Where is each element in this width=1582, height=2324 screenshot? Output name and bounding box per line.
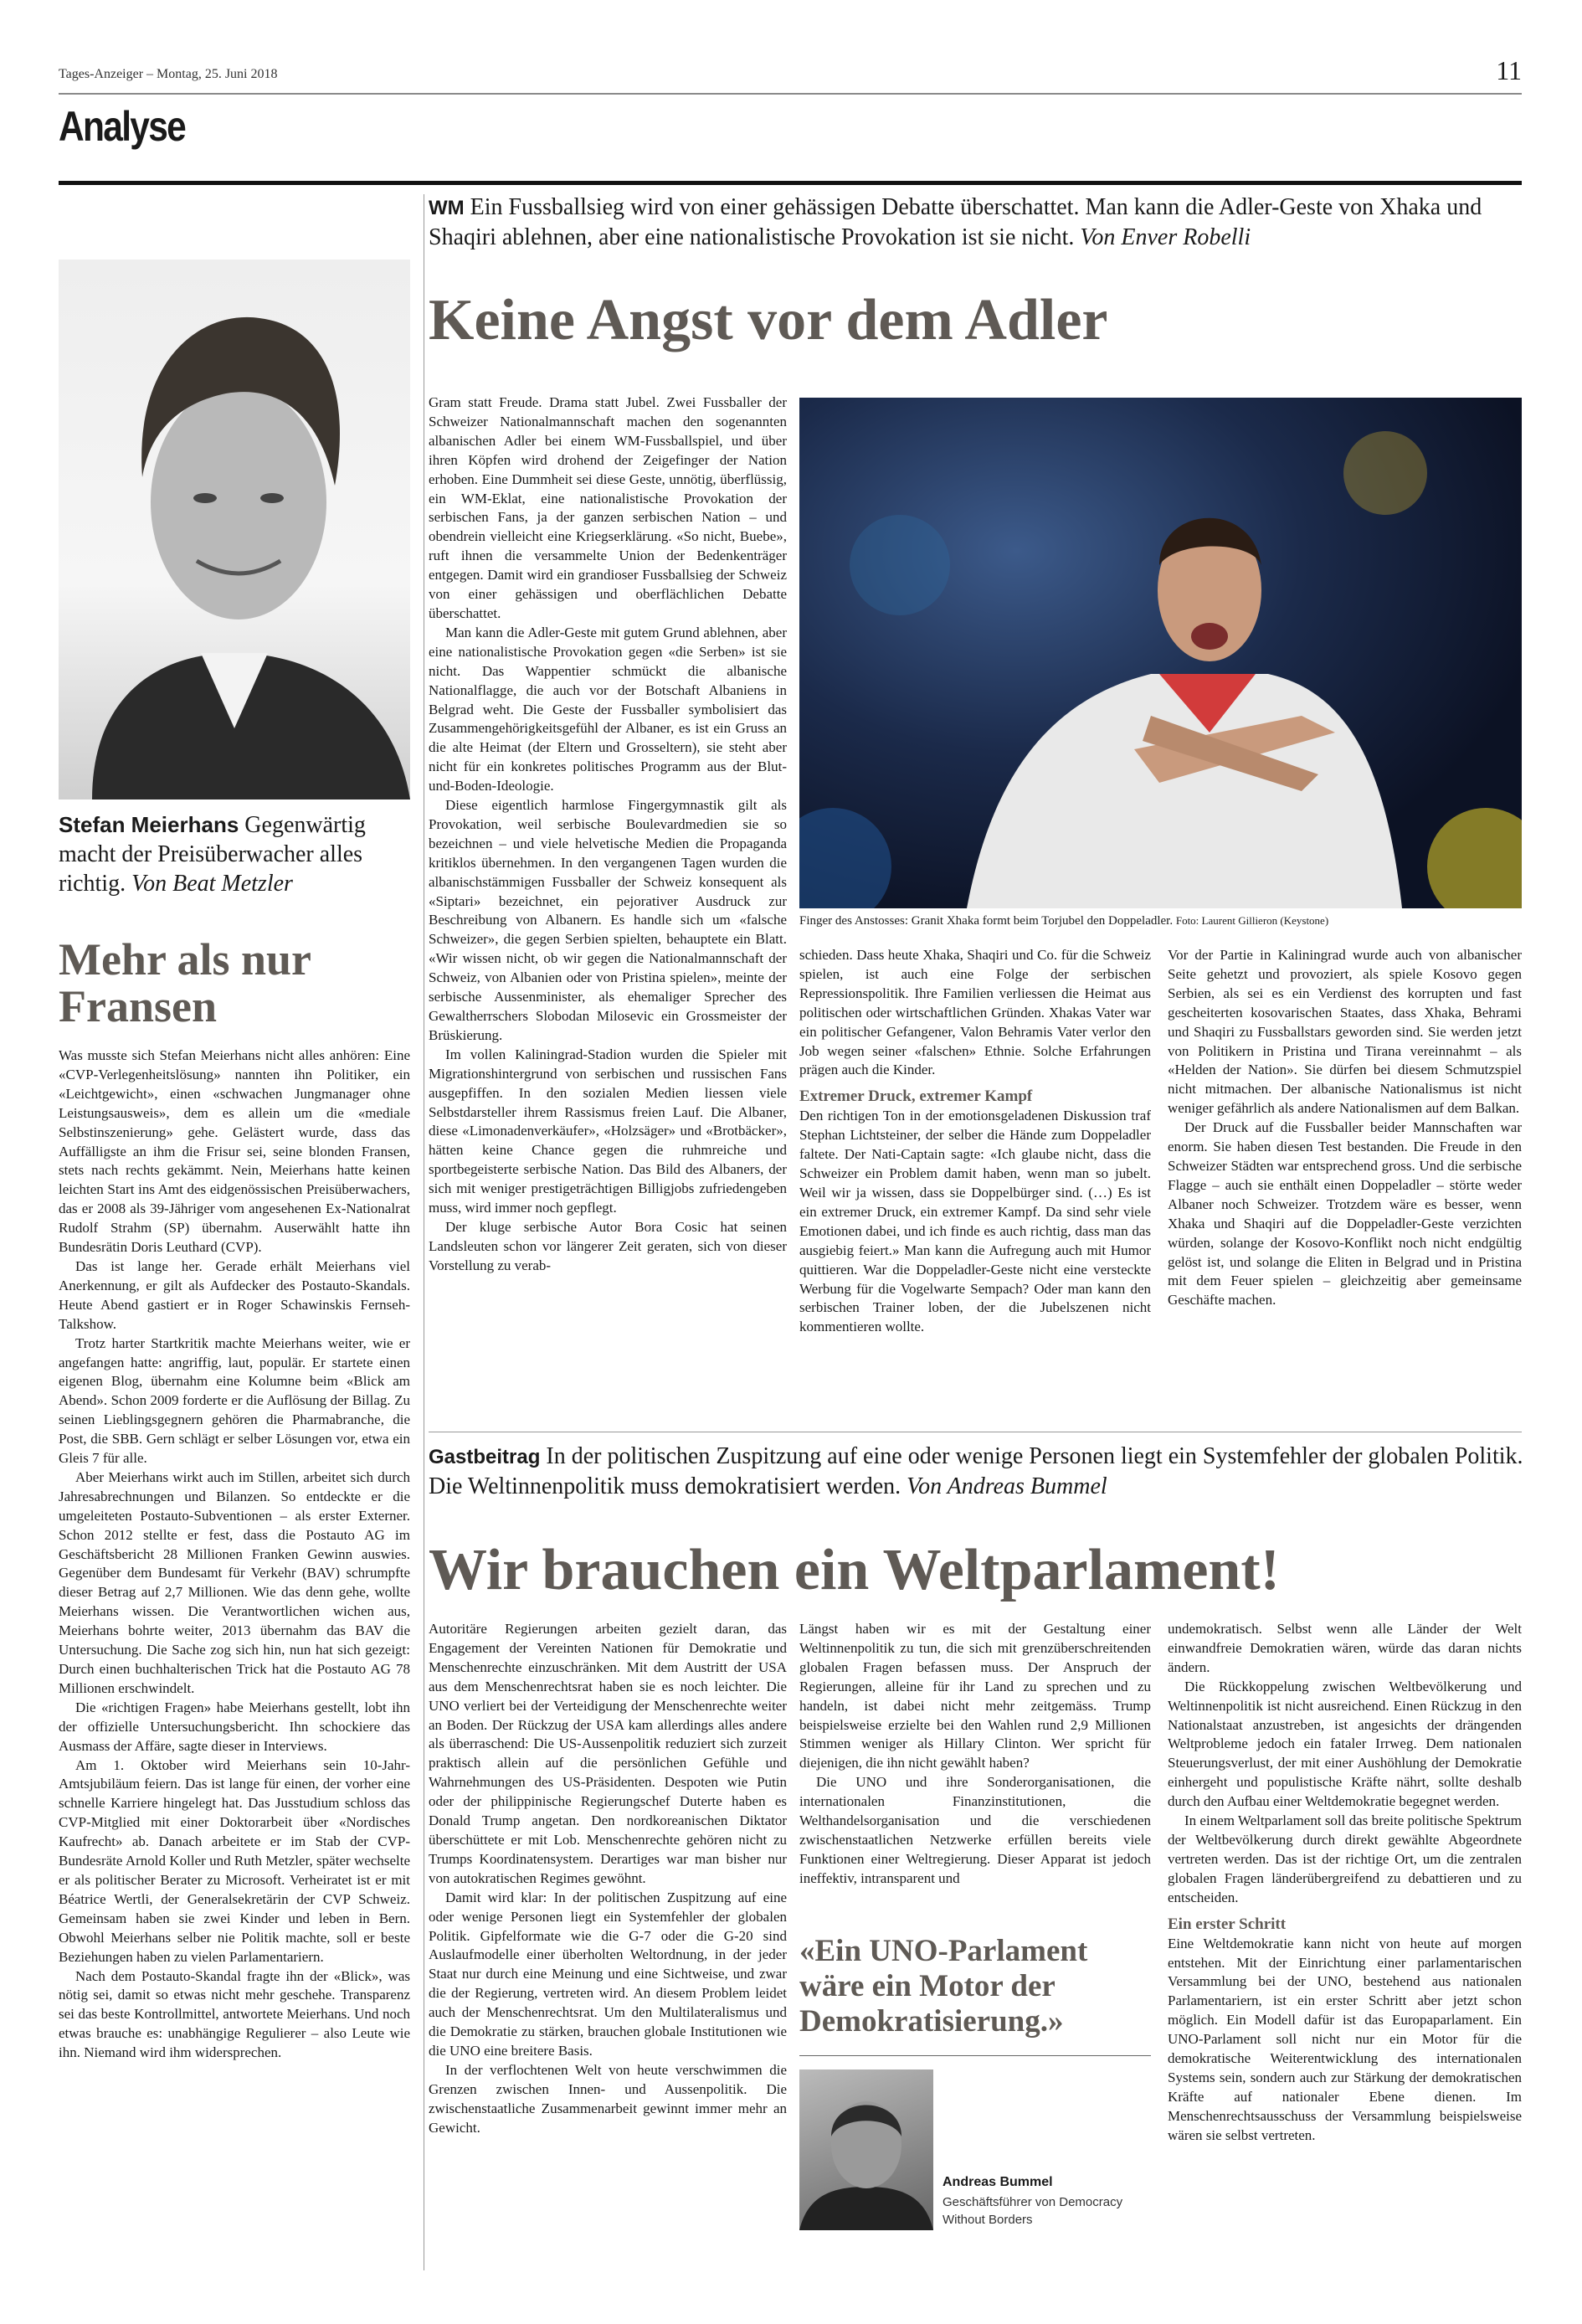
main-kicker xyxy=(429,193,1525,252)
football-photo xyxy=(799,398,1522,908)
author-photo xyxy=(799,2069,933,2230)
portrait-caption xyxy=(59,810,410,898)
paragraph: Im vollen Kaliningrad-Stadion wurden die Spieler mit Migrationshintergrund von serbischen und russischen Fans ausgepfiffen. In den sozialen Medien liessen viele Selbstdarsteller ihrem Rassismus freien Lauf. Die Albaner, diese «Limonadenverkäufer», «Holzsäger» und «Brotbäcker», hätten keine Chance gegen die ruhmreiche und sportbegeisterte serbische Nation. Das Bild des Albaners, der sich mit weniger prestigeträchtigen Billigjobs zufriedengeben muss, wird immer noch gepflegt. xyxy=(429,1046,787,1216)
paragraph: Die «richtigen Fragen» habe Meierhans gestellt, lobt ihn der offizielle Untersuchungsbericht. Ihn schockiere das Ausmass der Affäre, sagte dieser in Interviews. xyxy=(59,1699,410,1754)
main-headline: Keine Angst vor dem Adler xyxy=(429,288,1108,352)
page-number: 11 xyxy=(1496,55,1522,85)
photo-caption xyxy=(799,914,1328,928)
paragraph: Längst haben wir es mit der Gestaltung einer Weltinnenpolitik zu tun, die sich mit grenzüberschreitenden globalen Fragen befassen muss. Der Anspruch der Regierungen, alleine für ihr Land zu sprechen und zu handeln, ist dabei nicht mehr zeitgemäss. Trump beispielsweise erzielte bei den Wahlen rund 2,9 Millionen Stimmen weniger als Hillary Clinton. Wer spricht für diejenigen, die ihn nicht gewählt haben? xyxy=(799,1621,1151,1771)
guest-headline: Wir brauchen ein Weltparlament! xyxy=(429,1538,1280,1602)
paragraph: Gram statt Freude. Drama statt Jubel. Zwei Fussballer der Schweizer Nationalmannschaft machen den sogenannten albanischen Adler bei einem WM-Fussballspiel, und über ihren Köpfen wird drohend der Zeigefinger der Nation erhoben. Eine Dummheit sei diese Geste, unnötig, überflüssig, ein WM-Eklat, eine nationalistische Provokation der serbischen Fans, ja der ganzen serbischen Nation – und obendrein vielleicht eine Kriegserklärung. «So nicht, Buebe», ruft ihnen die versammelte Union der Bedenkenträger entgegen. Damit wird ein grandioser Fussballsieg der Schweiz von einer gehässigen und oberflächlichen Debatte überschattet. xyxy=(429,394,787,621)
byline: Von Enver Robelli xyxy=(1080,224,1251,250)
paragraph: Der Druck auf die Fussballer beider Mannschaften war enorm. Sie haben diesen Test bestanden. Die Freude in den Schweizer Städten war entsprechend gross. Und die serbische Flagge – auch sie enthält einen Doppeladler – störte weder Albaner noch Schweizer. Trotzdem wäre es besser, wenn Xhaka und Shaqiri auf die Doppeladler-Geste verzichten würden, solange der Kosovo-Konflikt noch nicht endgültig gelöst ist, und solange die Eliten in Belgrad und in Pristina mit dem Feuer spielen – gleichzeitig aber gemeinsame Geschäfte machen. xyxy=(1168,1119,1522,1309)
paragraph: Nach dem Postauto-Skandal fragte ihn der «Blick», was nötig sei, damit so etwas nicht mehr geschehe. Transparenz sei das beste Kontrollmittel, antwortete Meierhans. Und noch etwas brauche es: unabhängige Regulierer – also Leute wie ihn. Niemand wird ihm widersprechen. xyxy=(59,1967,410,2061)
paragraph: In einem Weltparlament soll das breite politische Spektrum der Weltbevölkerung durch direkt gewählte Abgeordnete vertreten werden. Das ist der richtige Ort, um die zentralen globalen Fragen länderübergreifend zu debattieren und zu entscheiden. xyxy=(1168,1812,1522,1905)
paragraph: Den richtigen Ton in der emotionsgeladenen Diskussion traf Stephan Lichtsteiner, der selber die Hände zum Doppeladler faltete. Der Nati-Captain sagte: «Ich glaube nicht, dass die Schweizer ein Problem damit haben, wenn man so jubelt. Weil wir ja wissen, dass sie Doppelbürger sind. (…) Es ist ein extremer Druck, ein extremer Kampf. Da sind sehr viele Emotionen dabei, und ich finde es auch richtig, dass man das ausgiebig feiert.» Man kann die Aufregung auch mit Humor quittieren. War die Doppeladler-Geste nicht eine versteckte Werbung für die Vogelwarte Sempach? Oder man kann den serbischen Trainer loben, der die Jubelszenen nicht kommentieren wollte. xyxy=(799,1108,1151,1335)
paragraph: Vor der Partie in Kaliningrad wurde auch von albanischer Seite gehetzt und provoziert, als spiele Kosovo gegen Serbien, als sei es ein Verdienst des korrupten und fast gescheiterten kosovarischen Staates, dass Xhaka, Behrami und Shaqiri zu Fussballstars geworden sind. Sie werden jetzt von Politikern in Pristina und Tirana vereinnahmt – als «Helden der Nation». Sie dürfen bei diesem Schmutzspiel nicht mitmachen. Der albanische Nationalismus ist nicht weniger gefährlich als andere Nationalismen auf dem Balkan. xyxy=(1168,947,1522,1117)
paragraph: Der kluge serbische Autor Bora Cosic hat seinen Landsleuten schon vor längerer Zeit geraten, sich von dieser Vorstellung zu verab- xyxy=(429,1218,787,1273)
guest-col-2 xyxy=(799,1620,1151,1921)
kicker-text: Ein Fussballsieg wird von einer gehässigen Debatte überschattet. Man kann die Adler-Geste von Xhaka und Shaqiri ablehnen, aber eine nationalistische Provokation ist sie nicht. xyxy=(429,194,1482,250)
subhead: Ein erster Schritt xyxy=(1168,1915,1287,1933)
dateline: Tages-Anzeiger – Montag, 25. Juni 2018 xyxy=(59,67,278,81)
paragraph: Das ist lange her. Gerade erhält Meierhans viel Anerkennung, er gilt als Aufdecker des Postauto-Skandals. Heute Abend gastiert er in Roger Schawinskis Fernseh-Talkshow. xyxy=(59,1257,410,1332)
paragraph: Am 1. Oktober wird Meierhans sein 10-Jahr-Amtsjubiläum feiern. Das ist lange für einen, der vorher eine schnelle Karriere hingelegt hat. Das Jusstudium schloss das CVP-Mitglied mit einer Doktorarbeit über «Nordisches Kaufrecht» ab. Danach arbeitete er im Stab der CVP-Bundesräte Arnold Koller und Ruth Metzler, später wechselte er als politischer Berater zu Microsoft. Verheiratet ist er mit Béatrice Wertli, der Generalsekretärin der CVP Schweiz. Gemeinsam haben sie zwei Kinder und leben in Bern. Obwohl Meierhans selber nie Politik machte, soll er beste Beziehungen haben zu vielen Parlamentariern. xyxy=(59,1756,410,1965)
paragraph: Was musste sich Stefan Meierhans nicht alles anhören: Eine «CVP-Verlegenheitslösung» nannten ihn Politiker, ein «Leichtgewicht», einen «schwachen Jungmanager ohne Leistungsausweis», dem es allein um die «mediale Selbstinszenierung» gehe. Gelästert wurde, dass das Auffälligste an ihm die Frisur sei, seine blonden Fransen, stets nach rechts gekämmt. Nein, Meierhans hatte keinen leichten Start ins Amt des eidgenössischen Preisüberwachers, das er 2008 als 39-Jähriger vom angesehenen Ex-Nationalrat Rudolf Strahm (SP) übernahm. Auserwählt hatte ihn Bundesrätin Doris Leuthard (CVP). xyxy=(59,1047,410,1256)
portrait-photo xyxy=(59,260,410,800)
main-col-1 xyxy=(429,393,787,1415)
section-title: Analyse xyxy=(59,103,186,150)
header-rule xyxy=(59,93,1522,95)
kicker-label: Gastbeitrag xyxy=(429,1446,541,1468)
paragraph: Damit wird klar: In der politischen Zuspitzung auf eine oder wenige Personen liegt ein Systemfehler der globalen Politik. Gipfelformate wie die G-7 oder die G-20 sind Auslaufmodelle einer überholten Weltordnung, in der jeder Staat nur durch eine Meinung und eine Sichtweise, und zwar die der Regierung, vertreten wird. An diesem Problem leidet auch der Menschenrechtsrat. Um den Multilateralismus und die Demokratie zu stärken, brauchen globale Institutionen wie die UNO eine breitere Basis. xyxy=(429,1889,787,2059)
byline: Von Andreas Bummel xyxy=(907,1473,1107,1499)
subhead: Extremer Druck, extremer Kampf xyxy=(799,1087,1033,1106)
kicker-text: In der politischen Zuspitzung auf eine oder wenige Personen liegt ein Systemfehler der globalen Politik. Die Weltinnenpolitik muss demokratisiert werden. xyxy=(429,1443,1523,1499)
paragraph: schieden. Dass heute Xhaka, Shaqiri und Co. für die Schweiz spielen, ist auch eine Folge der serbischen Repressionspolitik. Ihre Familien verliessen die Heimat aus politischen oder wirtschaftlichen Gründen. Xhakas Vater war ein politischer Gefangener, Valon Behramis Vater verlor den Job wegen seiner «falschen» Ethnie. Solche Erfahrungen prägen auch die Kinder. xyxy=(799,947,1151,1078)
paragraph: Trotz harter Startkritik machte Meierhans weiter, wie er angefangen hatte: angriffig, laut, populär. Er startete einen eigenen Blog, übernahm eine Kolumne beim «Blick am Abend». Schon 2009 forderte er die Auflösung der Billag. Zu seinen Lieblingsgegnern gehören die Pharmabranche, die Post, die SBB. Gern schlägt er selber Lösungen vor, etwa ein Gleis 7 für alle. xyxy=(59,1334,410,1467)
guest-kicker xyxy=(429,1442,1525,1501)
paragraph: Die UNO und ihre Sonderorganisationen, die internationalen Finanzinstitutionen, die Welthandelsorganisation und die verschiedenen zwischenstaatlichen Netzwerke erfüllen bereits viele Funktionen einer Weltregierung. Dieser Apparat ist jedoch ineffektiv, intransparent und xyxy=(799,1774,1151,1886)
paragraph: Die Rückkoppelung zwischen Weltbevölkerung und Weltinnenpolitik ist nicht ausreichend. Einen Rückzug in den Nationalstaat anzustreben, ist angesichts der drängenden Weltprobleme jedoch ein fataler Irrweg. Dem nationalen Steuerungsverlust, der mit einer Aushöhlung der Demokratie einhergeht und populistische Kräfte nährt, sollte deshalb durch den Aufbau einer Weltdemokratie begegnet werden. xyxy=(1168,1678,1522,1810)
author-name: Andreas Bummel xyxy=(943,2175,1053,2189)
guest-col-3 xyxy=(1168,1620,1522,2273)
portrait-name: Stefan Meierhans xyxy=(59,812,239,837)
author-role: Geschäftsführer von Democracy Without Borders xyxy=(943,2195,1123,2227)
quote-rule xyxy=(799,2055,1151,2056)
pull-quote: «Ein UNO-Parlament wäre ein Motor der Demokratisierung.» xyxy=(799,1934,1088,2039)
section-rule xyxy=(59,181,1522,185)
guest-col-1 xyxy=(429,1620,787,2273)
portrait-byline: Von Beat Metzler xyxy=(131,871,293,897)
main-col-3 xyxy=(1168,946,1522,1415)
main-col-2 xyxy=(799,946,1151,1415)
portrait-body xyxy=(59,1046,410,2269)
kicker-label: WM xyxy=(429,197,465,219)
paragraph: Eine Weltdemokratie kann nicht von heute auf morgen entstehen. Mit der Einrichtung einer parlamentarischen Versammlung bei der UNO, bestehend aus nationalen Parlamentariern, ist ein erster Schritt aber jetzt schon möglich. Ein Modell dafür ist das Europaparlament. Ein UNO-Parlament soll nicht nur ein Motor für die demokratische Weiterentwicklung des internationalen Systems sein, sondern auch zur Stärkung der demokratischen Kräfte auf nationaler Ebene dienen. Im Menschenrechtsausschuss der Versammlung beispielsweise wären sie selbst vertreten. xyxy=(1168,1935,1522,2143)
paragraph: Diese eigentlich harmlose Fingergymnastik gilt als Provokation, weil serbische Boulevardmedien sie so bezeichnen – und viele helvetische Medien die Propaganda kritiklos übernehmen. In den vergangenen Tagen wurden die albanischstämmigen Fussballer der Schweiz konsequent als «Siptari» bezeichnet, ein pejorativer Ausdruck zur Beschreibung von Albanern. Es handle sich um «falsche Schweizer», die gegen Serbien spielten, behauptete ein Blatt. «Wir wissen nicht, ob wir gegen die Nationalmannschaft der Schweiz, von Albanien oder von Pristina spielen», meinte der serbische Aussenminister, als ehemaliger Sprecher des Gewaltherrschers Slobodan Milosevic ein Grossmeister der Brüskierung. xyxy=(429,797,787,1043)
paragraph: In der verflochtenen Welt von heute verschwimmen die Grenzen zwischen Innen- und Aussenpolitik. Die zwischenstaatliche Zusammenarbeit gewinnt immer mehr an Gewicht. xyxy=(429,2061,787,2136)
caption-text: Finger des Anstosses: Granit Xhaka formt beim Torjubel den Doppeladler. xyxy=(799,914,1174,928)
paragraph: Aber Meierhans wirkt auch im Stillen, arbeitet sich durch Jahresabrechnungen und Bilanzen. So entdeckte er die umgeleiteten Postauto-Subventionen – als erster Externer. Schon 2012 stellte er fest, dass die Postauto AG im Geschäftsbericht 28 Millionen Franken Gewinn auswies. Gegenüber dem Bundesamt für Verkehr (BAV) schrumpfte dieser Betrag auf 2,7 Millionen. Wie das denn gehe, wollte Meierhans wissen. Die Verantwortlichen wichen aus, Meierhans bohrte weiter, 2013 übernahm das BAV die Untersuchung. Die Sache zog sich hin, nun hat sich gezeigt: Durch einen buchhalterischen Trick hat die Postauto AG 78 Millionen erschwindelt. xyxy=(59,1468,410,1696)
portrait-headline: Mehr als nur Fransen xyxy=(59,934,311,1031)
paragraph: Man kann die Adler-Geste mit gutem Grund ablehnen, aber eine nationalistische Provokation gegen «die Serben» ist sie nicht. Das Wappentier schmückt die albanische Nationalflagge, die auch vor der Botschaft Albaniens in Belgrad weht. Die Geste der Fussballer symbolisiert das Zusammengehörigkeitsgefühl der Albaner, es ist ein Gruss an die alte Heimat (der Eltern und Grosseltern), sie steht aber nicht für ein konkretes politisches Programm aus der Blut-und-Boden-Ideologie. xyxy=(429,624,787,794)
portrait-teaser: Gegenwärtig macht der Preisüberwacher alles richtig. xyxy=(59,812,366,897)
photo-credit: Foto: Laurent Gillieron (Keystone) xyxy=(1175,914,1329,927)
paragraph: undemokratisch. Selbst wenn alle Länder der Welt einwandfreie Demokratien wären, würde das daran nichts ändern. xyxy=(1168,1621,1522,1675)
paragraph: Autoritäre Regierungen arbeiten gezielt daran, das Engagement der Vereinten Nationen für Demokratie und Menschenrechte einzuschränken. Mit dem Austritt der USA aus dem Menschenrechtsrat haben sie es noch leichter. Die UNO verliert bei der Verteidigung der Menschenrechte weiter an Boden. Der Rückzug der USA kam allerdings alles andere als überraschend: Die US-Aussenpolitik reduziert sich zurzeit praktisch allein auf die persönlichen Gefühle und Wahrnehmungen des US-Präsidenten. Despoten wie Putin oder der philippinische Regierungschef Duterte haben es Donald Trump angetan. Den nordkoreanischen Diktator überschüttete er mit Lob. Menschenrechte gehören nicht zu Trumps Koordinatensystem. Derartiges war man bisher nur von autokratischen Regimes gewöhnt. xyxy=(429,1621,787,1886)
